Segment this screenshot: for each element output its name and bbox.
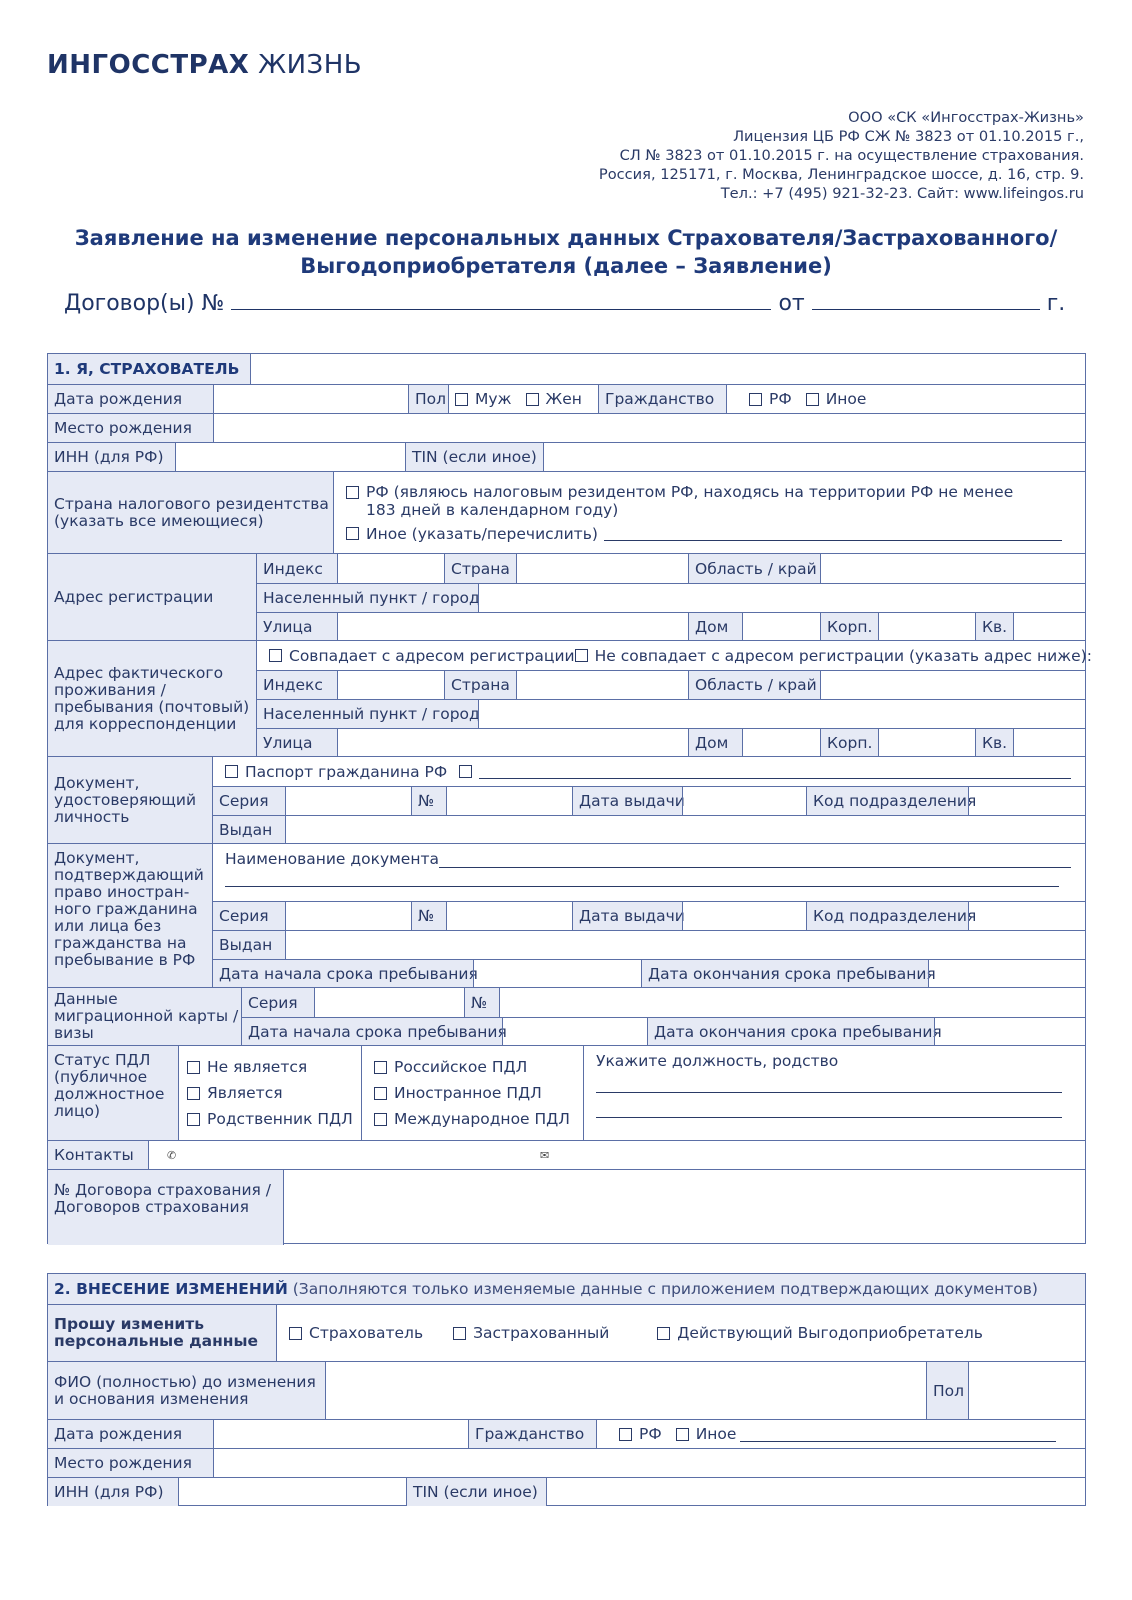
tax-rf-checkbox[interactable]	[346, 486, 359, 499]
company-info: ООО «СК «Ингосстрах-Жизнь» Лицензия ЦБ РФ СЖ № 3823 от 01.10.2015 г., СЛ № 3823 от 01.10.2015 г. на осуществление страхования. Россия, 125171, г. Москва, Ленинградское шоссе, д. 16, стр. 9. Тел.: +7 (495) 921-32-23. Сайт: www.lifeingos.ru	[598, 109, 1084, 202]
sex-label: Пол	[408, 385, 448, 413]
fact-building-field[interactable]	[878, 729, 975, 757]
female-checkbox[interactable]	[526, 393, 539, 406]
fact-address-label: Адрес фактического проживания / пребывания (почтовый) для корреспонденции	[48, 641, 256, 756]
birth-date-label: Дата рождения	[48, 385, 213, 413]
reg-house-field[interactable]	[742, 613, 820, 641]
id-number-field[interactable]	[446, 787, 572, 815]
id-issued-by-field[interactable]	[285, 816, 1085, 844]
s2-birth-place-label: Место рождения	[48, 1449, 213, 1477]
section-2-title: 2. ВНЕСЕНИЕ ИЗМЕНЕНИЙ	[54, 1280, 288, 1298]
migration-number-field[interactable]	[499, 988, 1085, 1017]
s2-inn-label: ИНН (для РФ)	[48, 1478, 178, 1506]
change-request-label: Прошу изменить персональные данные	[48, 1305, 276, 1361]
tin-label: TIN (если иное)	[405, 443, 543, 471]
reg-city-field[interactable]	[478, 584, 1085, 612]
inn-label: ИНН (для РФ)	[48, 443, 175, 471]
tax-residency-label: Страна налогового резидентства (указать все имеющиеся)	[48, 472, 333, 553]
fact-region-field[interactable]	[820, 671, 1085, 699]
id-issue-date-field[interactable]	[682, 787, 806, 815]
male-checkbox[interactable]	[455, 393, 468, 406]
reg-country-field[interactable]	[516, 554, 688, 583]
s2-tin-label: TIN (если иное)	[406, 1478, 546, 1506]
contacts-label: Контакты	[48, 1141, 148, 1169]
birth-date-field[interactable]	[213, 385, 408, 413]
contacts-field[interactable]	[560, 1141, 1085, 1169]
fact-country-field[interactable]	[516, 671, 688, 699]
s2-birth-date-field[interactable]	[213, 1420, 468, 1448]
pep-position-field[interactable]	[596, 1070, 1062, 1093]
fact-city-field[interactable]	[478, 700, 1085, 728]
reg-address-label: Адрес регистрации	[48, 554, 256, 640]
change-insured-checkbox[interactable]	[453, 1327, 466, 1340]
id-dept-code-field[interactable]	[968, 787, 1085, 815]
foreign-document-label: Документ, подтверждающий право иностран-ного гражданина или лица без гражданства на пребывание в РФ	[48, 844, 212, 987]
s2-tin-field[interactable]	[546, 1478, 1085, 1506]
fdoc-issue-date-field[interactable]	[682, 902, 806, 930]
company-logo: ИНГОССТРАХ ЖИЗНЬ	[47, 50, 363, 80]
contract-line: Договор(ы) № от г.	[64, 288, 1065, 316]
inn-field[interactable]	[175, 443, 405, 471]
contract-number-field[interactable]	[231, 288, 771, 310]
birth-place-field[interactable]	[213, 414, 1085, 442]
migration-card-label: Данные миграционной карты / визы	[48, 988, 241, 1045]
pep-intl-checkbox[interactable]	[374, 1113, 387, 1126]
section-1-title: 1. Я, СТРАХОВАТЕЛЬ	[48, 354, 251, 384]
reg-index-field[interactable]	[337, 554, 444, 583]
s2-citizenship-other-checkbox[interactable]	[676, 1428, 689, 1441]
fact-index-field[interactable]	[337, 671, 444, 699]
tax-other-checkbox[interactable]	[346, 527, 359, 540]
contract-date-field[interactable]	[812, 288, 1040, 310]
doc-name-field-2[interactable]	[225, 868, 1059, 887]
migration-series-field[interactable]	[314, 988, 464, 1017]
s2-inn-field[interactable]	[178, 1478, 406, 1506]
section-2-table: 2. ВНЕСЕНИЕ ИЗМЕНЕНИЙ (Заполняются только изменяемые данные с приложением подтверждающих документов) Прошу изменить персональные данные Страхователь Застрахованный Действующий Выгодоприобретатель ФИО (полностью) до изменения и основания изменения Пол Дата рождения Гражданство РФ Иное Место рождения ИНН (для РФ) TIN (если иное)	[47, 1273, 1086, 1506]
contracts-field[interactable]	[283, 1170, 1085, 1245]
birth-place-label: Место рождения	[48, 414, 213, 442]
s2-citizenship-other-field[interactable]	[740, 1427, 1056, 1442]
contracts-label: № Договора страхования / Договоров страхования	[48, 1170, 283, 1245]
fact-street-field[interactable]	[337, 729, 688, 757]
address-match-checkbox[interactable]	[269, 649, 282, 662]
id-document-label: Документ, удостоверяющий личность	[48, 757, 212, 843]
pep-relative-checkbox[interactable]	[187, 1113, 200, 1126]
id-series-field[interactable]	[285, 787, 411, 815]
other-doc-field[interactable]	[479, 764, 1071, 779]
reg-apt-field[interactable]	[1013, 613, 1085, 641]
citizenship-rf-checkbox[interactable]	[749, 393, 762, 406]
fact-apt-field[interactable]	[1013, 729, 1085, 757]
fdoc-series-field[interactable]	[285, 902, 411, 930]
fdoc-number-field[interactable]	[446, 902, 572, 930]
migration-stay-start-field[interactable]	[502, 1018, 647, 1046]
address-nomatch-checkbox[interactable]	[575, 649, 588, 662]
citizenship-other-checkbox[interactable]	[806, 393, 819, 406]
pep-not-checkbox[interactable]	[187, 1061, 200, 1074]
document-title: Заявление на изменение персональных данных Страхователя/Застрахованного/ Выгодоприобретателя (далее – Заявление)	[74, 226, 1058, 278]
doc-name-field[interactable]	[439, 853, 1071, 868]
fdoc-stay-end-field[interactable]	[928, 960, 1085, 988]
reg-street-field[interactable]	[337, 613, 688, 641]
citizenship-label: Гражданство	[598, 385, 726, 413]
pep-russian-checkbox[interactable]	[374, 1061, 387, 1074]
email-icon: ✉	[540, 1148, 550, 1162]
change-beneficiary-checkbox[interactable]	[657, 1327, 670, 1340]
reg-building-field[interactable]	[878, 613, 975, 641]
pep-is-checkbox[interactable]	[187, 1087, 200, 1100]
fio-field[interactable]	[325, 1362, 926, 1419]
s2-sex-label: Пол	[926, 1362, 968, 1419]
pep-position-field-2[interactable]	[596, 1093, 1062, 1118]
reg-region-field[interactable]	[820, 554, 1085, 583]
migration-stay-end-field[interactable]	[934, 1018, 1085, 1046]
s2-birth-place-field[interactable]	[213, 1449, 1085, 1477]
s2-citizenship-label: Гражданство	[468, 1420, 596, 1448]
pep-foreign-checkbox[interactable]	[374, 1087, 387, 1100]
phone-icon: ✆	[167, 1148, 177, 1162]
s2-sex-field[interactable]	[968, 1362, 1085, 1419]
section-1-table: 1. Я, СТРАХОВАТЕЛЬ Дата рождения Пол Муж Жен Гражданство РФ Иное Место рождения ИНН (для РФ) TIN (если иное) Страна налогового резидентства (указать все имеющиеся) РФ (являюсь налоговым резидентом РФ, находясь на территории РФ не менее 183 дней в календарном году) Иное (указать/перечислить) Адрес регистрации Индекс Страна Область / край Населенный пункт / город Улица Дом Корп. Кв. Адрес фактического проживания / пребывания (почтовый) для корреспонденции Совпадает с адресом регистрации Не совпадает с адресом регистрации (указать адрес ниже): Индекс Страна Область / край Населенный пункт / город Улица Дом Корп. Кв. Документ, удостоверяющий личность Паспорт гражданина РФ Серия № Дата выдачи Код подразделения Выдан Документ, подтверждающий право иностран-ного гражданина или лица без гражданства на пребывание в РФ Наименование документа Серия № Дата выдачи Код подразделения Выдан Дата начала срока пребывания Дата окончания срока пребывания Данные миграционной карты / визы Серия № Дата начала срока пребывания Дата окончания срока пребывания Статус ПДЛ (публичное должностное лицо) Не является Является Родственник ПДЛ Российское ПДЛ Иностранное ПДЛ Международное ПДЛ Укажите должность, родство Контакты ✆ ✉ № Договора страхования / Договоров страхования	[47, 353, 1086, 1244]
other-doc-checkbox[interactable]	[459, 765, 472, 778]
s2-citizenship-rf-checkbox[interactable]	[619, 1428, 632, 1441]
s2-birth-date-label: Дата рождения	[48, 1420, 213, 1448]
passport-rf-checkbox[interactable]	[225, 765, 238, 778]
change-insurer-checkbox[interactable]	[289, 1327, 302, 1340]
tin-field[interactable]	[543, 443, 1085, 471]
fdoc-dept-code-field[interactable]	[968, 902, 1085, 930]
fdoc-stay-start-field[interactable]	[473, 960, 641, 988]
fio-label: ФИО (полностью) до изменения и основания изменения	[48, 1362, 325, 1419]
pep-status-label: Статус ПДЛ (публичное должностное лицо)	[48, 1046, 178, 1140]
fdoc-issued-by-field[interactable]	[285, 931, 1085, 959]
tax-other-field[interactable]	[604, 526, 1062, 541]
fact-house-field[interactable]	[742, 729, 820, 757]
